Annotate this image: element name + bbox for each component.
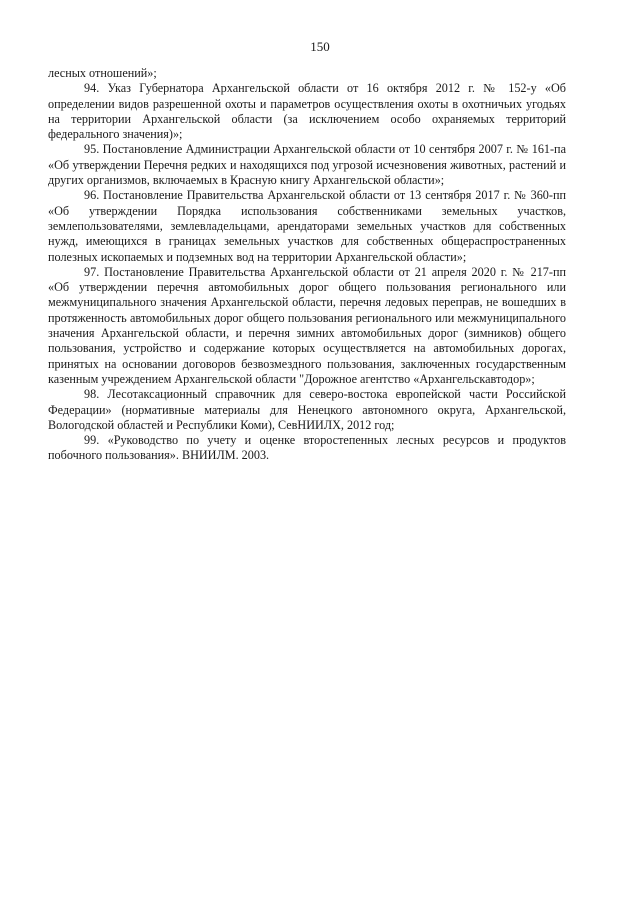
- paragraph-item-99: 99. «Руководство по учету и оценке второстепенных лесных ресурсов и продуктов побочного пользования». ВНИИЛМ. 2003.: [48, 433, 566, 463]
- paragraph-item-95: 95. Постановление Администрации Архангельской области от 10 сентября 2007 г. № 161-па «Об утверждении Перечня редких и находящихся под угрозой исчезновения животных, растений и других организмов, включаемых в Красную книгу Архангельской области»;: [48, 142, 566, 188]
- paragraph-item-96: 96. Постановление Правительства Архангельской области от 13 сентября 2017 г. № 360-пп «Об утверждении Порядка использования собственниками земельных участков, землепользователями, землевладельцами, арендаторами земельных участков для собственных нужд, имеющихся в границах земельных участков для собственных общераспространенных полезных ископаемых и подземных вод на территории Архангельской области»;: [48, 188, 566, 264]
- paragraph-item-94: 94. Указ Губернатора Архангельской области от 16 октября 2012 г. № 152-у «Об определении видов разрешенной охоты и параметров осуществления охоты в охотничьих угодьях на территории Архангельской области (за исключением особо охраняемых территорий федерального значения)»;: [48, 81, 566, 142]
- paragraph-item-97: 97. Постановление Правительства Архангельской области от 21 апреля 2020 г. № 217-пп «Об утверждении перечня автомобильных дорог общего пользования регионального или межмуниципального значения Архангельской области, перечня ледовых переправ, не вошедших в протяженность автомобильных дорог общего пользования регионального или межмуниципального значения Архангельской области, и перечня зимних автомобильных дорог (зимников) общего пользования, устройство и содержание которых осуществляется на автомобильных дорогах, принятых на основании договоров безвозмездного пользования, заключенных государственным казенным учреждением Архангельской области "Дорожное агентство «Архангельскавтодор»;: [48, 264, 566, 386]
- paragraph-item-98: 98. Лесотаксационный справочник для северо-востока европейской части Российской Федерации» (нормативные материалы для Ненецкого автономного округа, Архангельской, Вологодской областей и Республики Коми), СевНИИЛХ, 2012 год;: [48, 387, 566, 432]
- page-number: 150: [310, 39, 330, 54]
- page-content: [48, 66, 566, 464]
- paragraph-continuation: лесных отношений»;: [48, 66, 157, 80]
